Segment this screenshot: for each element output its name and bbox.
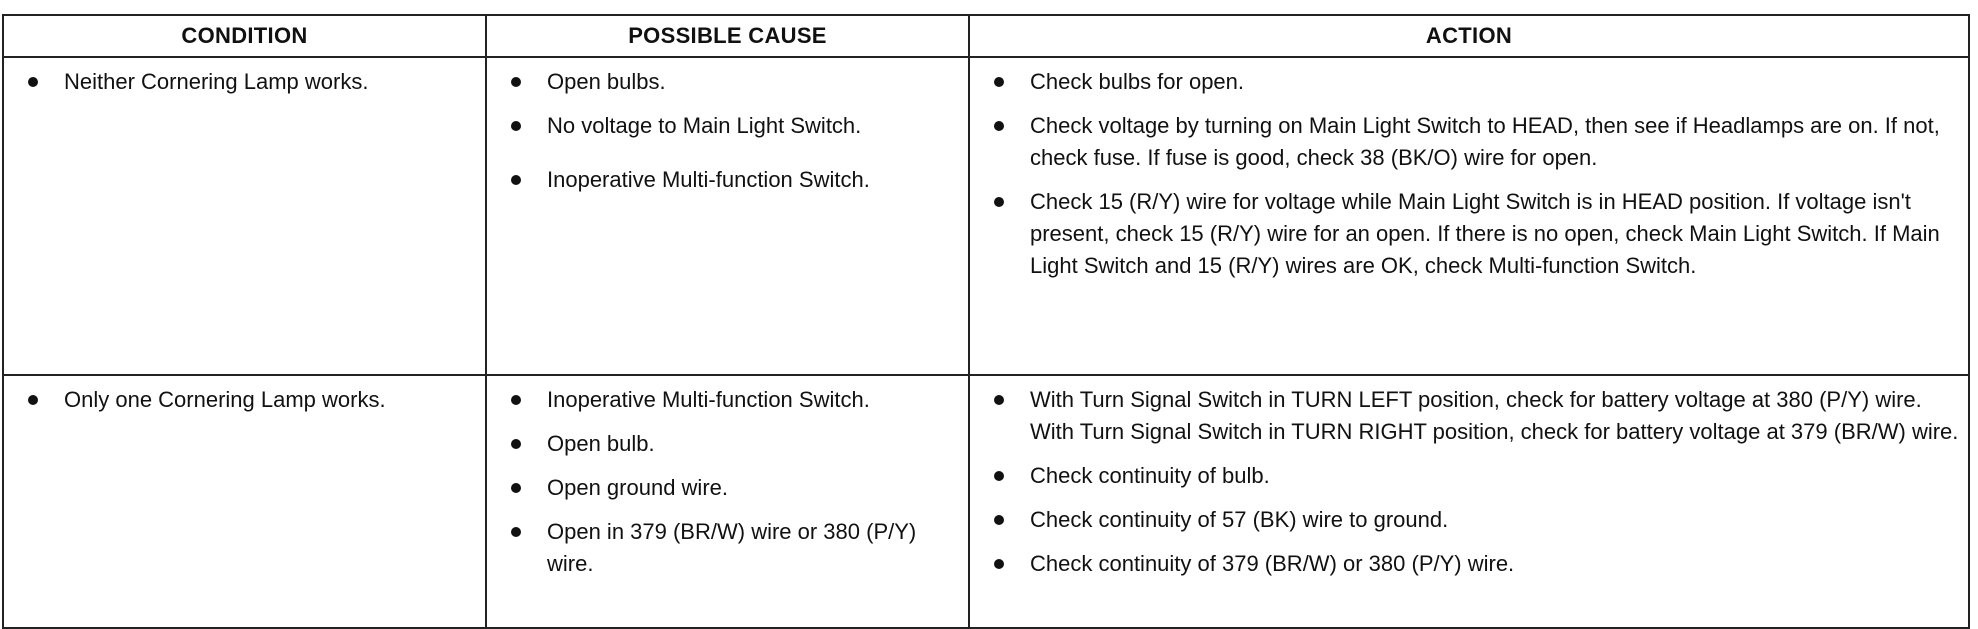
header-possible-cause: POSSIBLE CAUSE [486,15,969,57]
cause-item: Open ground wire. [499,472,960,504]
cause-cell [486,57,969,375]
action-item: Check continuity of 57 (BK) wire to ground. [982,504,1960,536]
cause-item: Open in 379 (BR/W) wire or 380 (P/Y) wire. [499,516,960,580]
action-item: Check 15 (R/Y) wire for voltage while Main Light Switch is in HEAD position. If voltage isn't present, check 15 (R/Y) wire for an open. If there is no open, check Main Light Switch. If Main Light Switch and 15 (R/Y) wires are OK, check Multi-function Switch. [982,186,1960,282]
diagnosis-table [2,14,1970,629]
header-row [3,15,1969,57]
condition-cell [3,57,486,375]
cause-item: Open bulbs. [499,66,960,98]
action-item: Check continuity of 379 (BR/W) or 380 (P/Y) wire. [982,548,1960,580]
condition-cell [3,375,486,628]
condition-item: Only one Cornering Lamp works. [16,384,477,416]
action-item: Check bulbs for open. [982,66,1960,98]
table-row [3,375,1969,628]
action-item: With Turn Signal Switch in TURN LEFT position, check for battery voltage at 380 (P/Y) wire. With Turn Signal Switch in TURN RIGHT position, check for battery voltage at 379 (BR/W) wire. [982,384,1960,448]
header-condition: CONDITION [3,15,486,57]
cause-item: Inoperative Multi-function Switch. [499,164,960,196]
cause-item: Open bulb. [499,428,960,460]
header-action: ACTION [969,15,1969,57]
diagnosis-table-page [2,14,1968,618]
condition-item: Neither Cornering Lamp works. [16,66,477,98]
table-row [3,57,1969,375]
action-cell [969,375,1969,628]
action-item: Check voltage by turning on Main Light Switch to HEAD, then see if Headlamps are on. If not, check fuse. If fuse is good, check 38 (BK/O) wire for open. [982,110,1960,174]
action-item: Check continuity of bulb. [982,460,1960,492]
cause-item: Inoperative Multi-function Switch. [499,384,960,416]
cause-item: No voltage to Main Light Switch. [499,110,960,142]
action-cell [969,57,1969,375]
cause-cell [486,375,969,628]
